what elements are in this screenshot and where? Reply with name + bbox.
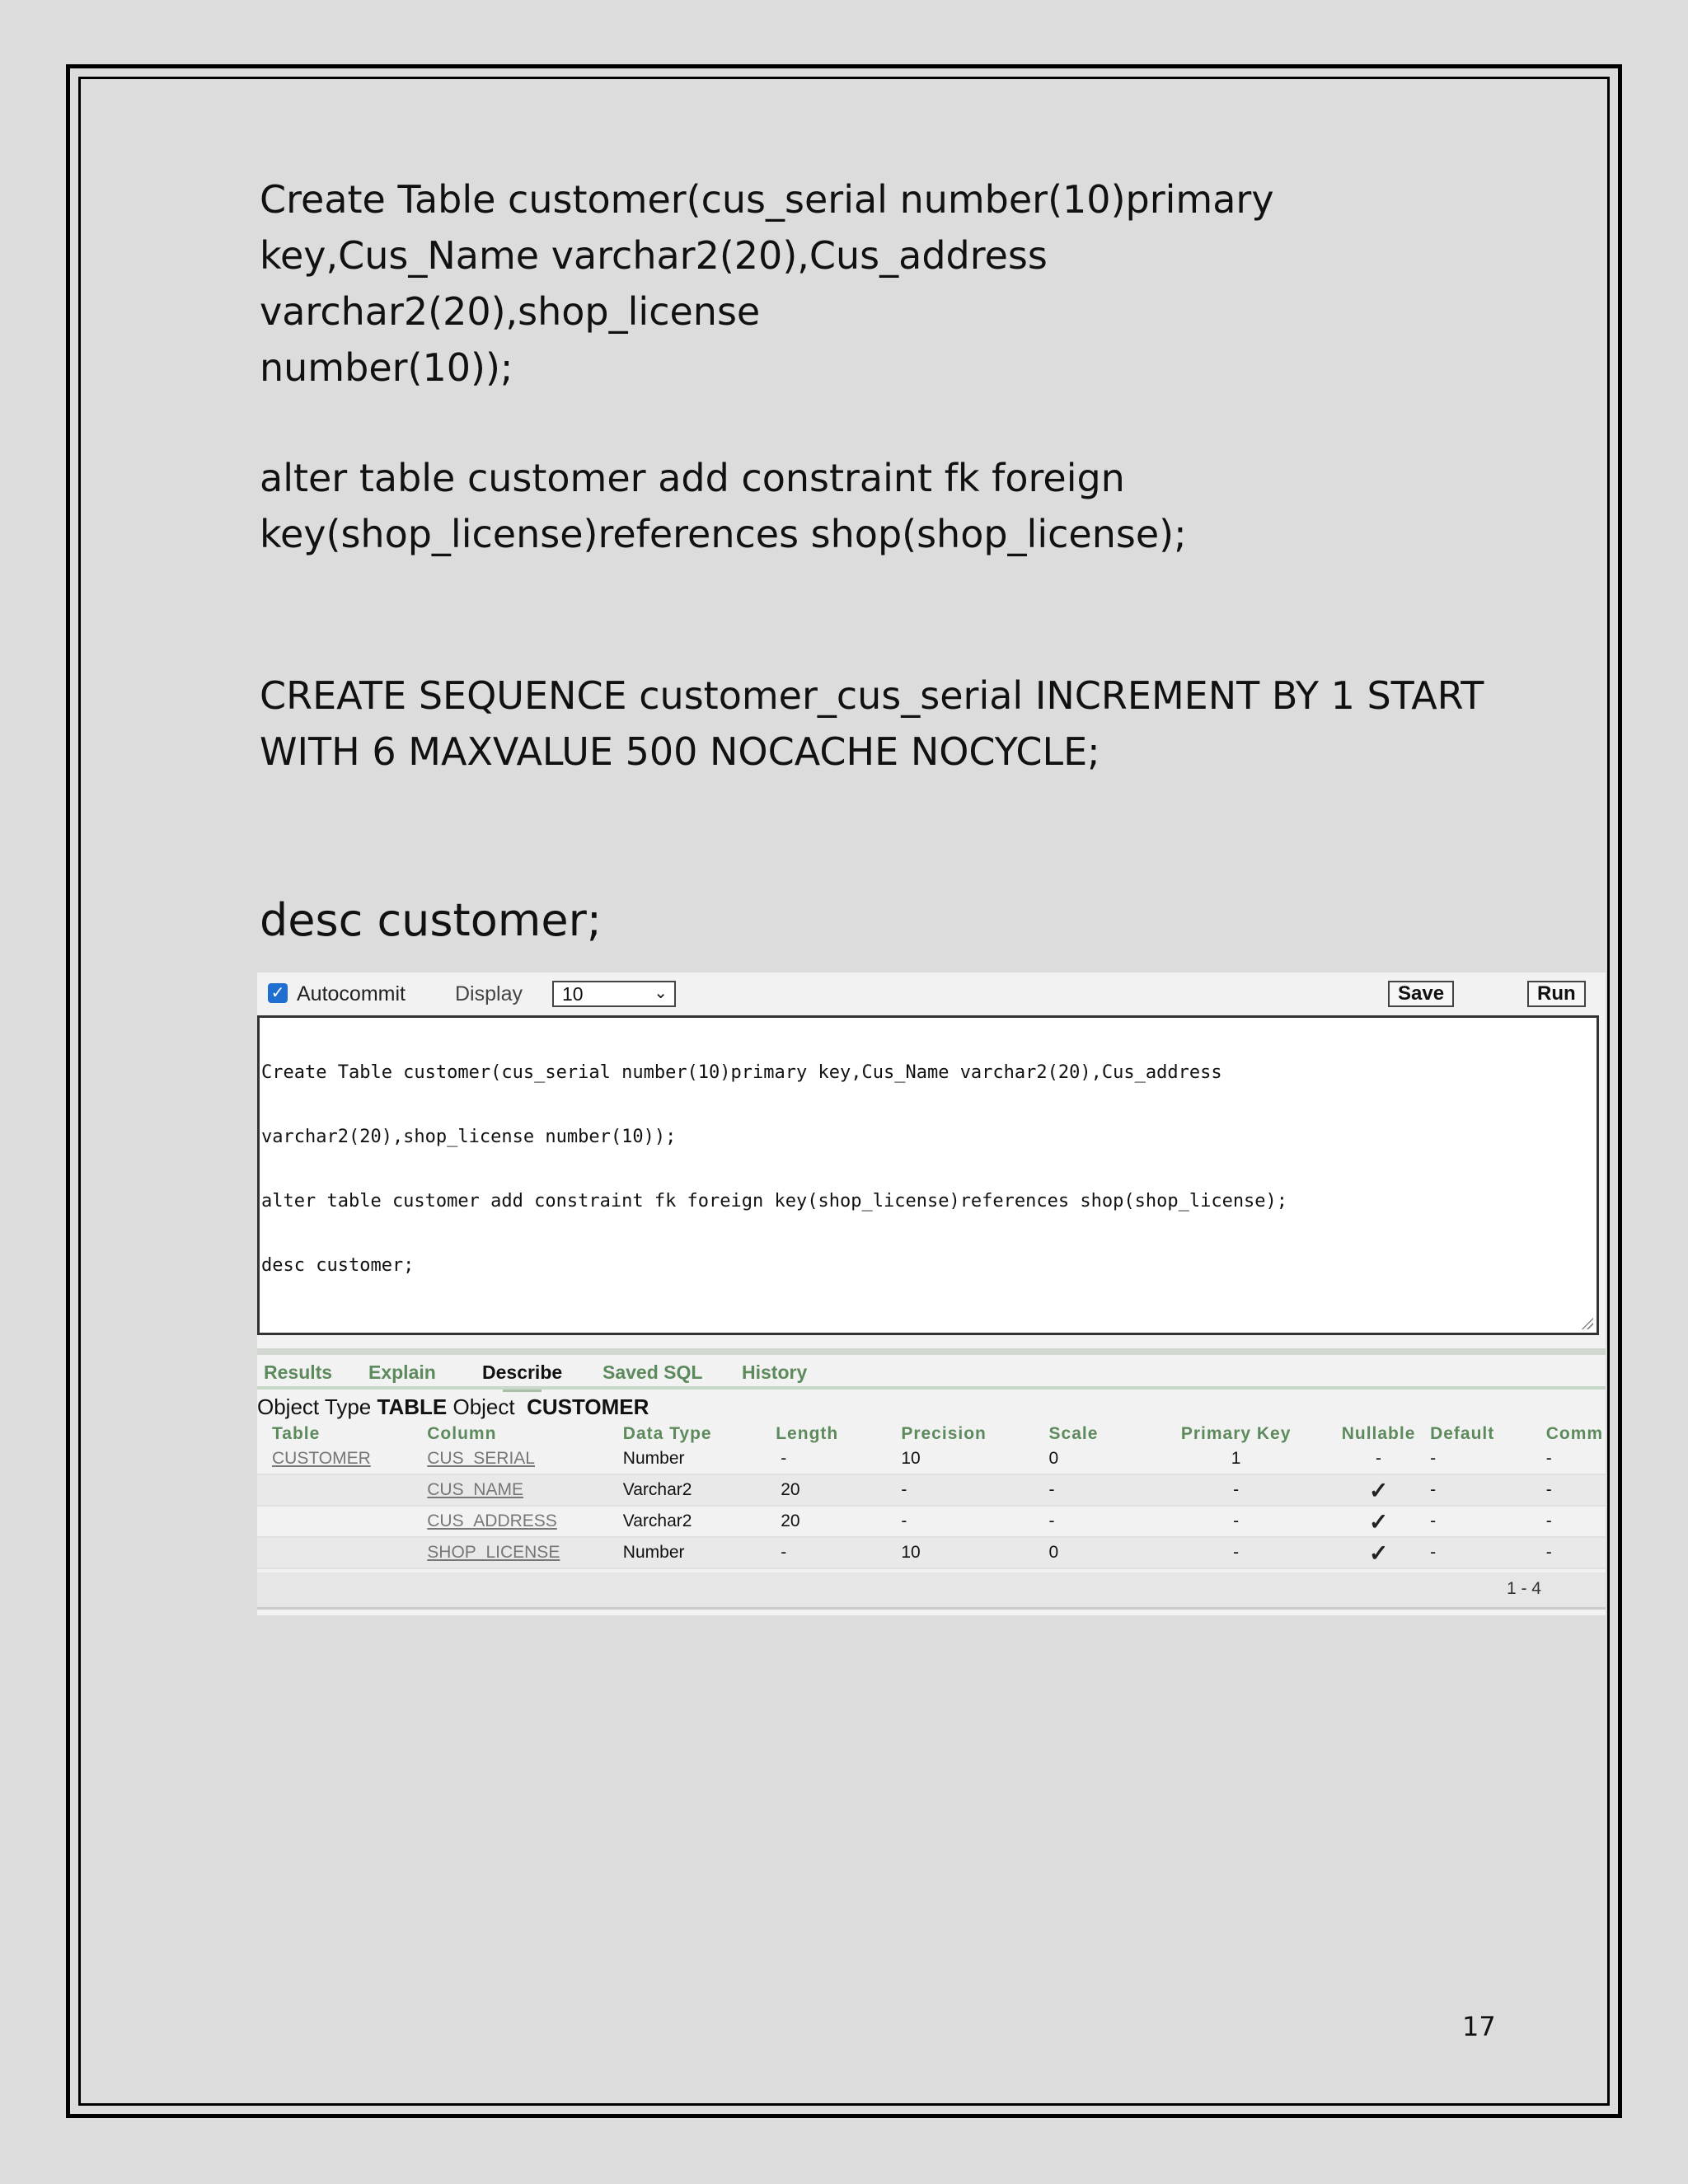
- object-type-value: TABLE: [377, 1394, 448, 1419]
- divider: [257, 1386, 1606, 1390]
- primary-key-cell: -: [1145, 1474, 1327, 1506]
- precision-cell: -: [901, 1506, 1048, 1537]
- pagination-range: 1 - 4: [1506, 1579, 1541, 1598]
- table-header-row: [257, 1424, 1606, 1444]
- create-table-paragraph: Create Table customer(cus_serial number(10)primary key,Cus_Name varchar2(20),Cus_address varchar2(20),shop_license number(10));: [260, 177, 1274, 390]
- comment-cell: -: [1546, 1537, 1606, 1568]
- primary-key-cell: -: [1145, 1506, 1327, 1537]
- object-label: Object: [452, 1394, 515, 1419]
- column-header: Comm: [1545, 1424, 1604, 1443]
- table-row: [257, 1506, 1606, 1537]
- precision-cell: -: [901, 1474, 1048, 1506]
- autocommit-label: Autocommit: [297, 982, 406, 1005]
- editor-line: desc customer;: [261, 1255, 415, 1276]
- nullable-check-icon: ✓: [1327, 1537, 1430, 1568]
- create-sequence-paragraph: CREATE SEQUENCE customer_cus_serial INCREMENT BY 1 START WITH 6 MAXVALUE 500 NOCACHE NOCYCLE;: [260, 673, 1484, 774]
- length-cell: -: [776, 1444, 901, 1474]
- column-header: Column: [427, 1424, 497, 1443]
- tab-explain[interactable]: Explain: [368, 1361, 436, 1383]
- scale-cell: -: [1049, 1474, 1146, 1506]
- sql-toolbar: [257, 972, 1606, 1014]
- autocommit-checkbox[interactable]: [268, 983, 288, 1003]
- display-select[interactable]: [552, 981, 676, 1007]
- column-header: Default: [1430, 1424, 1495, 1443]
- nullable-check-icon: ✓: [1327, 1506, 1430, 1537]
- table-row: [257, 1474, 1606, 1506]
- display-label: Display: [455, 982, 523, 1005]
- run-button[interactable]: Run: [1527, 981, 1586, 1007]
- resize-handle-icon[interactable]: [1580, 1316, 1593, 1329]
- comment-cell: -: [1546, 1474, 1606, 1506]
- data-type-cell: Number: [623, 1537, 776, 1568]
- object-type-label: Object Type: [257, 1394, 372, 1419]
- alter-table-paragraph: alter table customer add constraint fk foreign key(shop_license)references shop(shop_license);: [260, 456, 1187, 556]
- column-name-link[interactable]: CUS_NAME: [427, 1474, 623, 1506]
- nullable-cell: -: [1327, 1444, 1430, 1474]
- default-cell: -: [1430, 1474, 1546, 1506]
- scale-cell: -: [1049, 1506, 1146, 1537]
- data-type-cell: Varchar2: [623, 1474, 776, 1506]
- default-cell: -: [1430, 1537, 1546, 1568]
- length-cell: 20: [776, 1474, 901, 1506]
- primary-key-cell: 1: [1145, 1444, 1327, 1474]
- default-cell: -: [1430, 1506, 1546, 1537]
- tab-results[interactable]: Results: [264, 1361, 333, 1383]
- desc-customer-heading: desc customer;: [260, 894, 602, 946]
- table-name-link[interactable]: [257, 1506, 427, 1537]
- scale-cell: 0: [1049, 1444, 1146, 1474]
- table-row: [257, 1444, 1606, 1474]
- data-type-cell: Number: [623, 1444, 776, 1474]
- precision-cell: 10: [901, 1444, 1048, 1474]
- length-cell: -: [776, 1537, 901, 1568]
- editor-line: alter table customer add constraint fk foreign key(shop_license)references shop(shop_license);: [261, 1191, 1288, 1212]
- tab-saved-sql[interactable]: Saved SQL: [603, 1361, 703, 1383]
- column-header: Table: [272, 1424, 321, 1443]
- column-name-link[interactable]: SHOP_LICENSE: [427, 1537, 623, 1568]
- scale-cell: 0: [1049, 1537, 1146, 1568]
- precision-cell: 10: [901, 1537, 1048, 1568]
- table-name-link[interactable]: CUSTOMER: [257, 1444, 427, 1474]
- nullable-check-icon: ✓: [1327, 1474, 1430, 1506]
- tab-history[interactable]: History: [742, 1361, 808, 1383]
- length-cell: 20: [776, 1506, 901, 1537]
- column-header: Precision: [901, 1424, 987, 1443]
- column-header: Nullable: [1341, 1424, 1416, 1443]
- table-row: [257, 1537, 1606, 1568]
- tab-describe[interactable]: Describe: [482, 1361, 563, 1383]
- sql-workshop-screenshot: [257, 972, 1606, 1615]
- divider: [257, 1348, 1606, 1355]
- editor-line: Create Table customer(cus_serial number(10)primary key,Cus_Name varchar2(20),Cus_address: [261, 1062, 1222, 1083]
- editor-line: varchar2(20),shop_license number(10));: [261, 1127, 677, 1147]
- checkmark-icon: ✓: [270, 984, 285, 1002]
- column-header: Scale: [1048, 1424, 1099, 1443]
- column-header: Primary Key: [1180, 1424, 1292, 1443]
- column-name-link[interactable]: CUS_SERIAL: [427, 1444, 623, 1474]
- data-type-cell: Varchar2: [623, 1506, 776, 1537]
- page-number: 17: [1462, 2011, 1496, 2042]
- object-info: [257, 1394, 649, 1420]
- comment-cell: -: [1546, 1444, 1606, 1474]
- table-name-link[interactable]: [257, 1537, 427, 1568]
- default-cell: -: [1430, 1444, 1546, 1474]
- save-button[interactable]: Save: [1388, 981, 1454, 1007]
- describe-table: [257, 1424, 1606, 1569]
- sql-editor[interactable]: [257, 1015, 1599, 1335]
- column-header: Data Type: [622, 1424, 712, 1443]
- primary-key-cell: -: [1145, 1537, 1327, 1568]
- chevron-down-icon: ⌄: [654, 984, 668, 1002]
- table-name-link[interactable]: [257, 1474, 427, 1506]
- object-value: CUSTOMER: [527, 1394, 649, 1419]
- column-header: Length: [776, 1424, 839, 1443]
- display-select-value: 10: [562, 983, 584, 1005]
- column-name-link[interactable]: CUS_ADDRESS: [427, 1506, 623, 1537]
- table-footer: [257, 1572, 1606, 1610]
- comment-cell: -: [1546, 1506, 1606, 1537]
